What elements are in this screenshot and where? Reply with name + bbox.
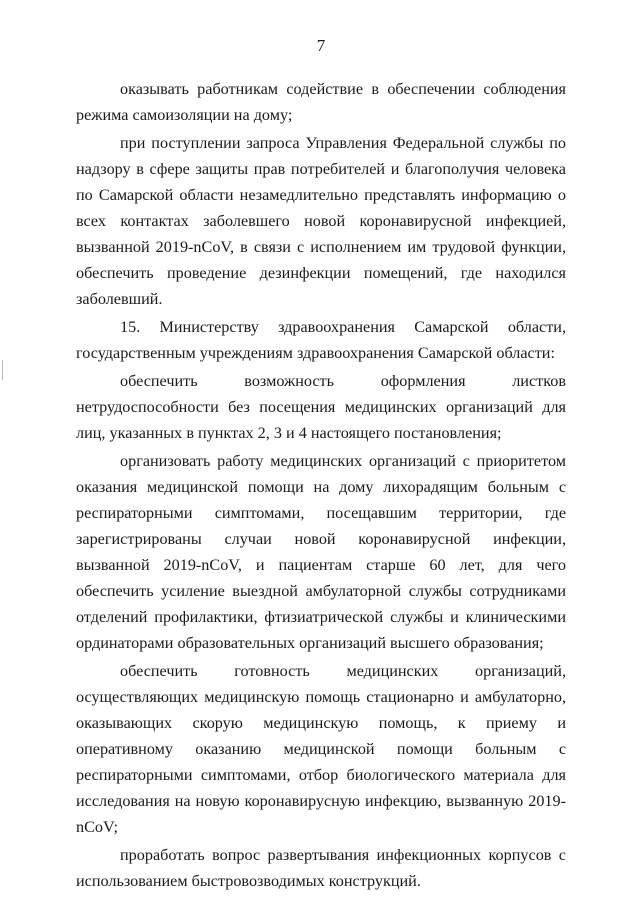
paragraph-7: проработать вопрос развертывания инфекционных корпусов с использованием быстровозводимых конструкций. [76, 846, 566, 890]
page-number: 7 [316, 36, 326, 55]
paragraph-4: обеспечить возможность оформления листков нетрудоспособности без посещения медицинских организаций для лиц, указанных в пунктах 2, 3 и 4 настоящего постановления; [76, 372, 566, 442]
paragraph-1: оказывать работникам содействие в обеспечении соблюдения режима самоизоляции на дому; [76, 80, 566, 124]
paragraph-5: организовать работу медицинских организаций с приоритетом оказания медицинской помощи на дому лихорадящим больным с респираторными симптомами, посещавшим территории, где зарегистрированы случаи новой коронавирусной инфекции, вызванной 2019-nCoV, и пациентам старше 60 лет, для чего обеспечить усиление выездной амбулаторной службы сотрудниками отделений профилактики, фтизиатрической службы и клиническими ординаторами образовательных организаций высшего образования; [76, 452, 566, 652]
paragraph-6: обеспечить готовность медицинских организаций, осуществляющих медицинскую помощь стационарно и амбулаторно, оказывающих скорую медицинскую помощь, к приему и оперативному оказанию медицинской помощи больным с респираторными симптомами, отбор биологического материала для исследования на новую коронавирусную инфекцию, вызванную 2019-nCoV; [76, 662, 566, 836]
paragraph-3: 15. Министерству здравоохранения Самарской области, государственным учреждениям здравоохранения Самарской области: [76, 318, 566, 362]
paragraph-2: при поступлении запроса Управления Федеральной службы по надзору в сфере защиты прав потребителей и благополучия человека по Самарской области незамедлительно представлять информацию о всех контактах заболевшего новой коронавирусной инфекцией, вызванной 2019-nCoV, в связи с исполнением им трудовой функции, обеспечить проведение дезинфекции помещений, где находился заболевший. [76, 134, 566, 308]
margin-mark [2, 360, 3, 380]
